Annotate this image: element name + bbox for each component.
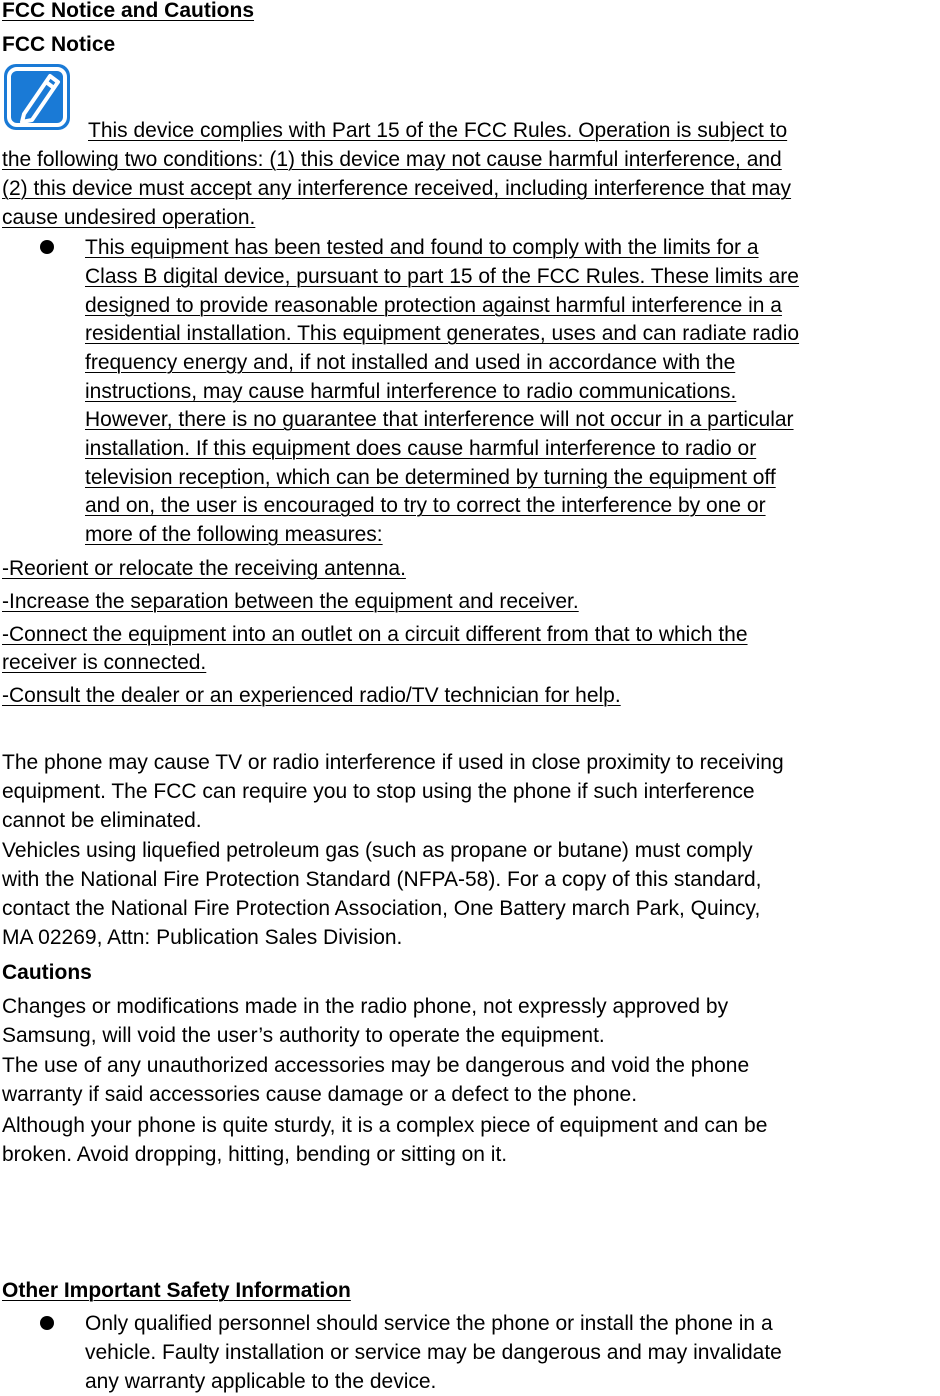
note-pencil-icon (2, 62, 72, 132)
page-title: FCC Notice and Cautions (2, 0, 255, 22)
body-line: warranty if said accessories cause damage or a defect to the phone. (2, 1083, 638, 1106)
body-line: The phone may cause TV or radio interference if used in close proximity to receiving (2, 751, 784, 774)
bullet-line: more of the following measures: (85, 523, 383, 546)
bullet-line: designed to provide reasonable protection against harmful interference in a (85, 294, 782, 317)
intro-line: the following two conditions: (1) this device may not cause harmful interference, and (2, 148, 782, 171)
intro-line: (2) this device must accept any interference received, including interference that may (2, 177, 792, 200)
safety-heading: Other Important Safety Information (2, 1279, 351, 1302)
body-line: broken. Avoid dropping, hitting, bending or sitting on it. (2, 1143, 508, 1166)
body-line: Changes or modifications made in the radio phone, not expressly approved by (2, 995, 729, 1018)
body-line: equipment. The FCC can require you to stop using the phone if such interference (2, 780, 755, 803)
bullet-line: This equipment has been tested and found to comply with the limits for a (85, 236, 759, 259)
measure-item: -Increase the separation between the equipment and receiver. (2, 590, 579, 613)
body-line: Vehicles using liquefied petroleum gas (such as propane or butane) must comply (2, 839, 753, 862)
measure-item: -Consult the dealer or an experienced radio/TV technician for help. (2, 684, 621, 707)
bullet-line: residential installation. This equipment generates, uses and can radiate radio (85, 322, 800, 345)
measure-item: -Reorient or relocate the receiving antenna. (2, 557, 406, 580)
bullet-line: However, there is no guarantee that interference will not occur in a particular (85, 408, 794, 431)
bullet-line: instructions, may cause harmful interference to radio communications. (85, 380, 737, 403)
body-line: Although your phone is quite sturdy, it is a complex piece of equipment and can be (2, 1114, 768, 1137)
body-line: The use of any unauthorized accessories may be dangerous and void the phone (2, 1054, 750, 1077)
bullet-line: and on, the user is encouraged to try to correct the interference by one or (85, 494, 766, 517)
body-line: MA 02269, Attn: Publication Sales Division. (2, 926, 403, 949)
bullet-icon (40, 240, 54, 254)
body-line: cannot be eliminated. (2, 809, 202, 832)
intro-line: cause undesired operation. (2, 206, 256, 229)
bullet-line: Only qualified personnel should service the phone or install the phone in a (85, 1312, 773, 1335)
bullet-line: television reception, which can be determined by turning the equipment off (85, 466, 776, 489)
bullet-line: vehicle. Faulty installation or service may be dangerous and may invalidate (85, 1341, 782, 1364)
fcc-notice-heading: FCC Notice (2, 33, 116, 56)
bullet-line: installation. If this equipment does cause harmful interference to radio or (85, 437, 757, 460)
measure-item: -Connect the equipment into an outlet on a circuit different from that to which the (2, 623, 748, 646)
bullet-icon (40, 1316, 54, 1330)
bullet-line: any warranty applicable to the device. (85, 1370, 437, 1393)
bullet-line: frequency energy and, if not installed and used in accordance with the (85, 351, 736, 374)
bullet-line: Class B digital device, pursuant to part 15 of the FCC Rules. These limits are (85, 265, 799, 288)
intro-line: This device complies with Part 15 of the FCC Rules. Operation is subject to (88, 119, 788, 142)
cautions-heading: Cautions (2, 961, 92, 984)
body-line: with the National Fire Protection Standard (NFPA-58). For a copy of this standard, (2, 868, 762, 891)
measure-item: receiver is connected. (2, 651, 207, 674)
body-line: Samsung, will void the user’s authority to operate the equipment. (2, 1024, 605, 1047)
body-line: contact the National Fire Protection Association, One Battery march Park, Quincy, (2, 897, 761, 920)
